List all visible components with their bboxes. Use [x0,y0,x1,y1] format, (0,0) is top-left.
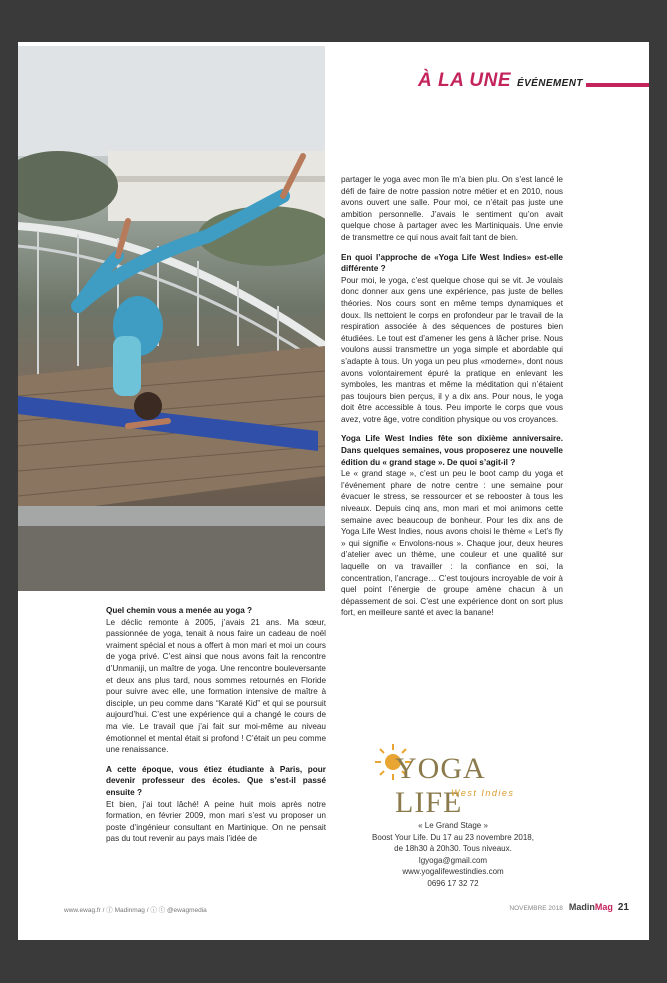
section-title: À LA UNE [418,70,512,91]
answer-paragraph: Pour moi, le yoga, c’est quelque chose qui se vit. Je voulais donc donner aux gens une expérience, pas juste de belles théories. Nos cours sont en même temps dynamiques et doux. Ils nettoient le corps en profondeur par le travail de la respiration associée à des séquences de postures bien étudiées. Le tout est d’amener les gens à lâcher prise. Nous voulons aussi transmettre un yoga simple et abordable qui s’adapte à tous. Un yoga un peu plus «moderne», dont nous avons volontairement épuré la pratique en enlevant les symboles, les mantras et même la méditation qui n’étaient pas toujours bien perçus, il y a dix ans. Pour nous, le yoga doit être accessible à tous. Peu importe le corps que vous avez, votre âge, votre condition physique ou vos croyances. [341,275,563,424]
page-number: 21 [617,902,629,913]
info-website[interactable]: www.yogalifewestindies.com [402,867,504,876]
info-line: « Le Grand Stage » [418,821,488,830]
question-heading: En quoi l’approche de «Yoga Life West Indies» est-elle différente ? [341,252,563,274]
question-heading: Quel chemin vous a menée au yoga ? [106,606,253,615]
question-heading: A cette époque, vous étiez étudiante à Paris, pour devenir professeur des écoles. Que s’est-il passé ensuite ? [106,764,326,797]
answer-paragraph: Et bien, j’ai tout lâché! A peine huit mois après notre formation, en février 2009, mon mari s’est vu proposer un poste d’ingénieur consultant en Martinique. On ne pensait pas du tout revenir au pays mais l’idée de [106,799,326,844]
yoga-life-logo [373,742,533,819]
section-header [418,70,583,100]
footer-right [509,902,629,913]
section-subtitle: ÉVÉNEMENT [517,78,583,89]
yoga-photo [18,46,325,591]
info-line: de 18h30 à 20h30. Tous niveaux. [394,844,512,853]
left-text-column [106,605,326,853]
yoga-scene-illustration [18,46,325,591]
right-text-column [341,174,563,627]
answer-paragraph: Le « grand stage », c’est un peu le boot camp du yoga et l’événement phare de notre centre : une semaine pour évacuer le stress, se ressourcer et se rebooster à tous les niveaux. Depuis cinq ans, mon mari et moi animons cette semaine avec beaucoup de bonheur. Pour les dix ans de Yoga Life West Indies, nous avons choisi le thème « Let’s fly » qui signifie « Envolons-nous ». Chaque jour, deux heures d’atelier avec un thème, une couleur et une qualité sur laquelle on va travailler : la confiance en soi, la concentration, l’ancrage… C’est toujours incroyable de voir à quel point l’énergie de groupe amène chacun à un dépassement de soi. C’est une expérience dont on sort plus fort, en meilleure santé et avec la banane! [341,469,563,618]
footer-links: www.ewag.fr / ⓕ Madinmag / ⓘ ⓣ @ewagmedia [64,907,207,914]
logo-wordmark: YOGA LIFE [395,752,485,819]
info-phone: 0696 17 32 72 [427,878,479,888]
answer-paragraph: Le déclic remonte à 2005, j’avais 21 ans. Ma sœur, passionnée de yoga, tenait à nous faire un cadeau de noël vraiment spécial et nous a offert à mon mari et moi un cours de yoga privé. C’est ainsi que nous avons fait la rencontre d’Unmaniji, un maître de yoga. Une rencontre bouleversante et deux ans plus tard, nous sommes retournés en Floride pour suivre avec elle, une formation intensive de maître à disciple, un peu comme dans “Karaté Kid” et qui se poursuit aujourd’hui. C’est une expérience qui a changé le cours de ma vie. Le travail que j’ai fait sur moi-même au niveau émotionnel et mental était si profond ! C’était un peu comme une renaissance. [106,617,326,755]
info-line: Boost Your Life. Du 17 au 23 novembre 2018, [372,832,534,842]
event-info [348,820,558,889]
accent-bar [586,83,649,87]
answer-paragraph: partager le yoga avec mon île m’a bien plu. On s’est lancé le défi de faire de notre passion notre métier et en 2010, nous avons ouvert une salle. Pour moi, ce n’était pas juste une ambition personnelle. J’avais le sentiment qu’on avait quelque chose à partager avec les Martiniquais. Une envie de transmettre ce qui nous avait fait tant de bien. [341,175,563,242]
info-email[interactable]: lgyoga@gmail.com [418,855,488,865]
footer-magazine-name: MadinMag [568,902,613,912]
footer-issue-date: NOVEMBRE 2018 [509,905,563,912]
logo-tagline: West Indies [451,788,515,798]
magazine-page [18,42,649,940]
page-footer [64,902,629,916]
question-heading: Yoga Life West Indies fête son dixième anniversaire. Dans quelques semaines, vous proposerez une nouvelle édition du « grand stage ». De quoi s’agit-il ? [341,434,563,467]
